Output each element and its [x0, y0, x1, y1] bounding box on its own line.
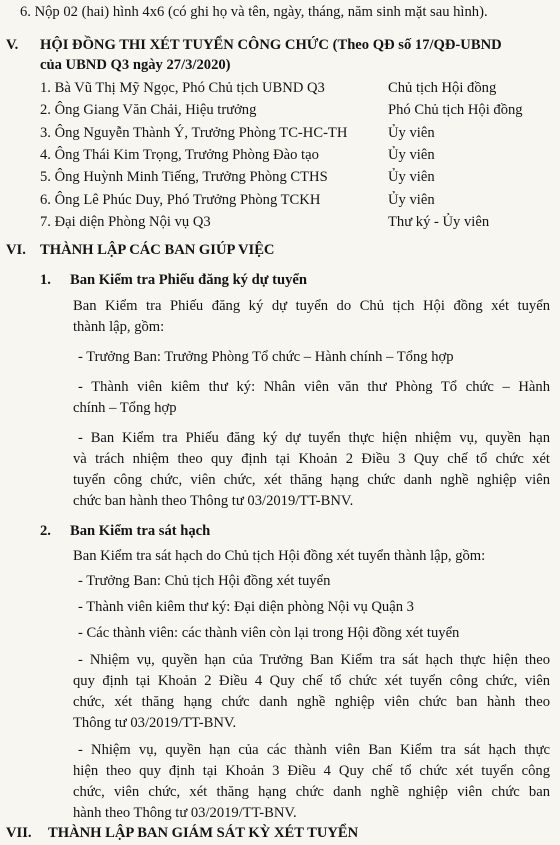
- subsection-2-item-cont: chức, viên chức, xét thăng hạng chức danh nghề nghiệp viên chức ban: [73, 784, 550, 800]
- subsection-2-item: - Nhiệm vụ, quyền hạn của các thành viên Ban Kiểm tra sát hạch thực: [78, 742, 550, 758]
- subsection-2-item: - Nhiệm vụ, quyền hạn của Trưởng Ban Kiểm tra sát hạch thực hiện theo: [78, 652, 550, 668]
- subsection-2-intro: Ban Kiểm tra sát hạch do Chủ tịch Hội đồng xét tuyển thành lập, gồm:: [73, 548, 486, 564]
- subsection-2-item-cont: hành theo Thông tư 03/2019/TT-BNV.: [73, 805, 297, 821]
- subsection-2-item-cont: hiện theo quy định tại Khoản 3 Điều 4 Quy chế tổ chức xét tuyển công: [73, 763, 550, 779]
- subsection-1-intro: Ban Kiểm tra Phiếu đăng ký dự tuyển do Chủ tịch Hội đồng xét tuyển: [73, 298, 550, 314]
- subsection-1-item: - Thành viên kiêm thư ký: Nhân viên văn thư Phòng Tổ chức – Hành: [78, 379, 550, 395]
- section-vii-title: THÀNH LẬP BAN GIÁM SÁT KỲ XÉT TUYỂN: [48, 825, 359, 841]
- subsection-1-item: - Ban Kiểm tra Phiếu đăng ký dự tuyển thực hiện nhiệm vụ, quyền hạn: [78, 430, 550, 446]
- subsection-1-title: Ban Kiểm tra Phiếu đăng ký dự tuyển: [70, 272, 308, 288]
- subsection-2-item-cont: quy định tại Khoản 2 Điều 4 Quy chế tổ chức xét tuyển công chức, viên: [73, 673, 550, 689]
- section-vi-title: THÀNH LẬP CÁC BAN GIÚP VIỆC: [40, 242, 275, 258]
- subsection-1-item-cont: và trách nhiệm theo quy định tại Khoản 2 Điều 3 Quy chế tổ chức xét: [73, 451, 550, 467]
- subsection-2-item-cont: Thông tư 03/2019/TT-BNV.: [73, 715, 237, 731]
- council-member-name: 3. Ông Nguyễn Thành Ý, Trưởng Phòng TC-HC-TH: [40, 125, 348, 141]
- section-vii-number: VII.: [6, 825, 32, 841]
- subsection-1-item: - Trưởng Ban: Trưởng Phòng Tổ chức – Hành chính – Tổng hợp: [78, 349, 454, 365]
- section-v-title-cont: của UBND Q3 ngày 27/3/2020): [40, 57, 231, 73]
- council-member-role: Ủy viên: [388, 125, 435, 141]
- council-member-role: Chủ tịch Hội đồng: [388, 80, 497, 96]
- subsection-2-number: 2.: [40, 523, 51, 539]
- council-member-role: Phó Chủ tịch Hội đồng: [388, 102, 523, 118]
- section-v-number: V.: [6, 37, 19, 53]
- council-member-name: 6. Ông Lê Phúc Duy, Phó Trưởng Phòng TCKH: [40, 192, 321, 208]
- subsection-2-item: - Thành viên kiêm thư ký: Đại diện phòng Nội vụ Quận 3: [78, 599, 414, 615]
- subsection-1-item-cont: chính – Tổng hợp: [73, 400, 177, 416]
- council-member-role: Thư ký - Ủy viên: [388, 214, 490, 230]
- subsection-1-item-cont: chức ban hành theo Thông tư 03/2019/TT-BNV.: [73, 493, 354, 509]
- council-member-role: Ủy viên: [388, 192, 435, 208]
- subsection-2-item: - Các thành viên: các thành viên còn lại trong Hội đồng xét tuyển: [78, 625, 460, 641]
- subsection-2-item: - Trưởng Ban: Chủ tịch Hội đồng xét tuyển: [78, 573, 331, 589]
- requirement-item-6: 6. Nộp 02 (hai) hình 4x6 (có ghi họ và tên, ngày, tháng, năm sinh mặt sau hình).: [20, 4, 488, 20]
- subsection-2-title: Ban Kiểm tra sát hạch: [70, 523, 211, 539]
- council-member-name: 1. Bà Vũ Thị Mỹ Ngọc, Phó Chủ tịch UBND Q3: [40, 80, 325, 96]
- council-member-name: 7. Đại diện Phòng Nội vụ Q3: [40, 214, 211, 230]
- subsection-2-item-cont: chức, xét thăng hạng chức danh nghề nghiệp viên chức ban hành theo: [73, 694, 550, 710]
- subsection-1-item-cont: tuyển công chức, viên chức, xét thăng hạng chức danh nghề nghiệp viên: [73, 472, 550, 488]
- subsection-1-number: 1.: [40, 272, 51, 288]
- section-vi-number: VI.: [6, 242, 26, 258]
- subsection-1-intro-cont: thành lập, gồm:: [73, 319, 165, 335]
- council-member-name: 2. Ông Giang Văn Chải, Hiệu trưởng: [40, 102, 257, 118]
- section-v-title: HỘI ĐỒNG THI XÉT TUYỂN CÔNG CHỨC (Theo QĐ số 17/QĐ-UBND: [40, 37, 502, 53]
- council-member-role: Ủy viên: [388, 147, 435, 163]
- council-member-name: 5. Ông Huỳnh Minh Tiếng, Trưởng Phòng CTHS: [40, 169, 328, 185]
- council-member-role: Ủy viên: [388, 169, 435, 185]
- council-member-name: 4. Ông Thái Kim Trọng, Trưởng Phòng Đào tạo: [40, 147, 319, 163]
